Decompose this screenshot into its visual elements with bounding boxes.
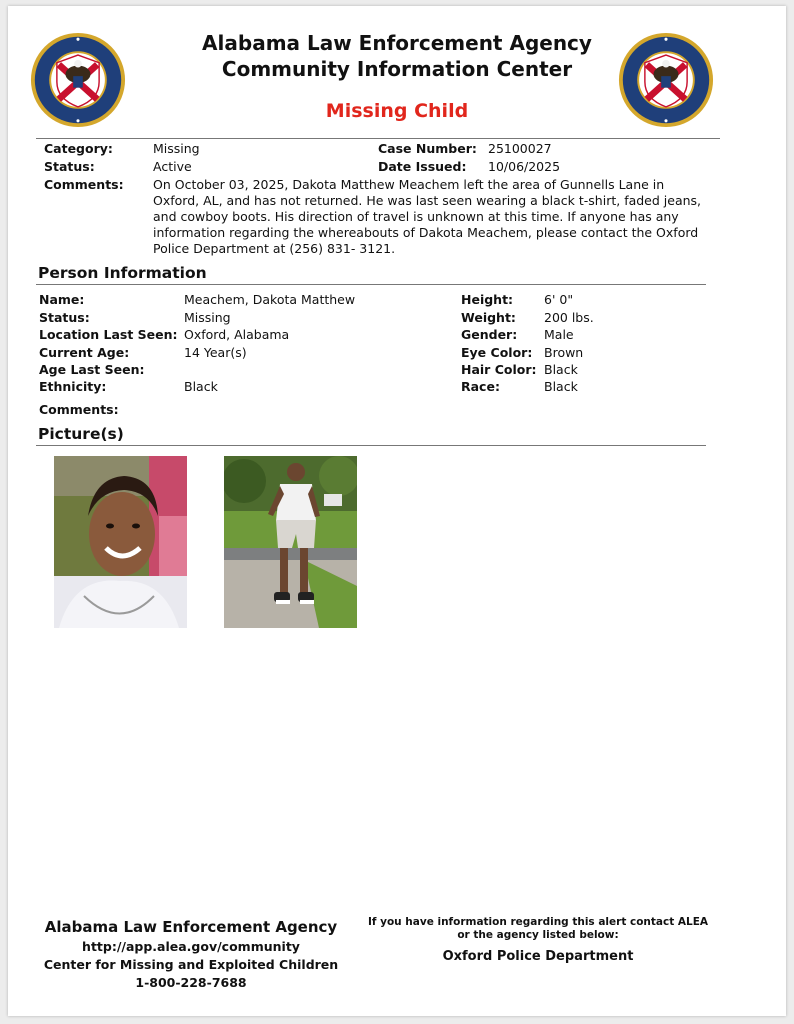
missing-child-photo-2[interactable] <box>224 456 357 628</box>
name-value: Meachem, Dakota Matthew <box>184 292 356 307</box>
alert-type: Missing Child <box>325 100 469 122</box>
ethnicity-label: Ethnicity: <box>39 379 107 394</box>
date-issued-label: Date Issued: <box>378 159 467 174</box>
date-issued-value: 10/06/2025 <box>488 159 561 174</box>
person-information-heading: Person Information <box>38 264 207 282</box>
gender-label: Gender: <box>461 327 518 342</box>
status-value: Active <box>153 159 192 174</box>
person-divider <box>36 284 706 285</box>
person-comments-label: Comments: <box>39 402 119 417</box>
height-value: 6' 0" <box>544 292 574 307</box>
race-value: Black <box>544 379 578 394</box>
status-label: Status: <box>44 159 95 174</box>
weight-value: 200 lbs. <box>544 310 594 325</box>
height-label: Height: <box>461 292 514 307</box>
gender-value: Male <box>544 327 574 342</box>
flyer-page <box>8 6 786 1016</box>
person-status-value: Missing <box>184 310 231 325</box>
eye-color-value: Brown <box>544 345 584 360</box>
footer-notice: If you have information regarding this alert contact ALEA or the agency listed below: <box>367 916 709 941</box>
agency-name: Alabama Law Enforcement Agency <box>202 31 592 55</box>
name-label: Name: <box>39 292 85 307</box>
pictures-divider <box>36 445 706 446</box>
ethnicity-value: Black <box>184 379 218 394</box>
header-title <box>148 30 646 82</box>
alea-seal-left <box>30 32 126 128</box>
center-name: Community Information Center <box>221 57 573 81</box>
footer-contact-agency: Oxford Police Department <box>442 949 634 964</box>
case-number-value: 25100027 <box>488 141 552 156</box>
case-number-label: Case Number: <box>378 141 477 156</box>
footer-phone: 1-800-228-7688 <box>135 975 247 990</box>
hair-color-label: Hair Color: <box>461 362 537 377</box>
footer-url-link[interactable]: http://app.alea.gov/community <box>82 939 300 954</box>
hair-color-value: Black <box>544 362 578 377</box>
footer-agency-info <box>30 916 352 992</box>
category-value: Missing <box>153 141 200 156</box>
race-label: Race: <box>461 379 500 394</box>
footer-center-name: Center for Missing and Exploited Children <box>43 957 339 972</box>
header-divider <box>36 138 720 139</box>
category-label: Category: <box>44 141 113 156</box>
current-age-value: 14 Year(s) <box>184 345 247 360</box>
case-comments: On October 03, 2025, Dakota Matthew Meachem left the area of Gunnells Lane in Oxford, AL, and has not returned. He was last seen wearing a black t-shirt, faded jeans, and cowboy boots. His direction of travel is unknown at this time. If anyone has any information regarding the whereabouts of Dakota Meachem, please contact the Oxford Police Department at (256) 831- 3121. <box>153 177 702 256</box>
age-last-seen-label: Age Last Seen: <box>39 362 145 377</box>
pictures-heading: Picture(s) <box>38 425 124 443</box>
comments-label: Comments: <box>44 177 124 192</box>
current-age-label: Current Age: <box>39 345 130 360</box>
location-value: Oxford, Alabama <box>184 327 290 342</box>
weight-label: Weight: <box>461 310 516 325</box>
eye-color-label: Eye Color: <box>461 345 533 360</box>
location-label: Location Last Seen: <box>39 327 178 342</box>
footer-contact-info <box>363 916 713 964</box>
person-status-label: Status: <box>39 310 90 325</box>
missing-child-photo-1[interactable] <box>54 456 187 628</box>
footer-agency-name: Alabama Law Enforcement Agency <box>44 918 338 936</box>
